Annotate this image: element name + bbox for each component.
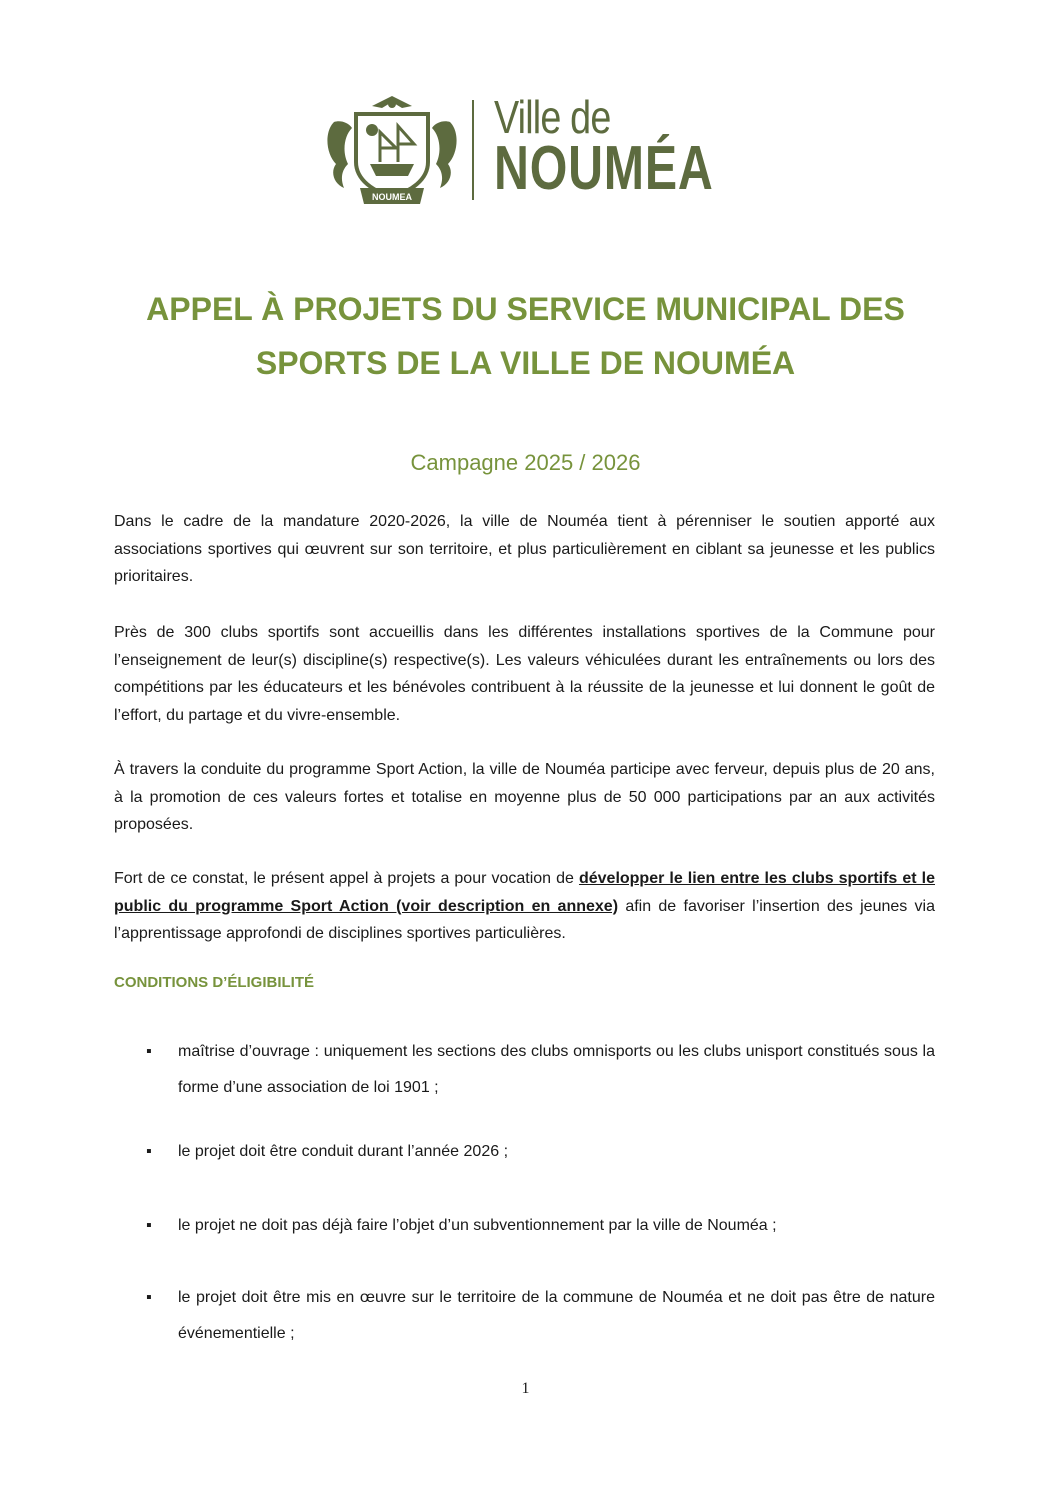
bullet-mark: ▪ (146, 1289, 152, 1306)
eligibility-item (146, 1280, 935, 1352)
eligibility-heading: CONDITIONS D’ÉLIGIBILITÉ (114, 974, 315, 991)
document-title (60, 282, 991, 390)
bullet-mark: ▪ (146, 1217, 152, 1234)
purpose-text-start: Fort de ce constat, le présent appel à projets a pour vocation de (114, 870, 579, 887)
logo-line-noumea: NOUMÉA (494, 134, 714, 203)
bullet-mark: ▪ (146, 1043, 152, 1060)
logo-divider (472, 100, 474, 200)
coat-of-arms-icon (322, 92, 462, 212)
title-line-1: APPEL À PROJETS DU SERVICE MUNICIPAL DES (146, 291, 905, 327)
sport-action-paragraph: À travers la conduite du programme Sport Action, la ville de Nouméa participe avec ferveur, depuis plus de 20 ans, à la promotion de ces valeurs fortes et totalise en moyenne plus de 50 000 participations par an aux activités proposées. (114, 761, 935, 833)
page-number: 1 (521, 1380, 530, 1397)
eligibility-item (146, 1034, 935, 1106)
seal-text: NOUMEA (372, 192, 412, 202)
eligibility-item (146, 1208, 935, 1244)
eligibility-item-text: le projet doit être conduit durant l’année 2026 ; (178, 1143, 509, 1160)
eligibility-item (146, 1134, 935, 1170)
title-line-2: SPORTS DE LA VILLE DE NOUMÉA (255, 345, 796, 381)
purpose-emphasis: développer le lien entre les clubs sportifs et le public du programme Sport Action (voir description en annexe) (114, 870, 935, 915)
city-logo (322, 92, 732, 212)
intro-paragraph: Dans le cadre de la mandature 2020-2026, la ville de Nouméa tient à pérenniser le soutien apporté aux associations sportives qui œuvrent sur son territoire, et plus particulièrement en ciblant sa jeunesse et les publics prioritaires. (114, 513, 935, 585)
logo-line-ville: Ville de (494, 91, 611, 143)
eligibility-item-text: le projet ne doit pas déjà faire l’objet d’un subventionnement par la ville de Nouméa ; (178, 1217, 777, 1234)
purpose-paragraph (114, 865, 935, 948)
eligibility-item-text: le projet doit être mis en œuvre sur le territoire de la commune de Nouméa et ne doit pas être de nature événementielle ; (178, 1289, 935, 1342)
bullet-mark: ▪ (146, 1143, 152, 1160)
campaign-subtitle: Campagne 2025 / 2026 (410, 450, 641, 475)
eligibility-item-text: maîtrise d’ouvrage : uniquement les sections des clubs omnisports ou les clubs unisport constitués sous la forme d’une association de loi 1901 ; (178, 1043, 935, 1096)
purpose-text-end: afin de favoriser l’insertion des jeunes via l’apprentissage approfondi de disciplines sportives particulières. (114, 897, 936, 942)
clubs-paragraph: Près de 300 clubs sportifs sont accueillis dans les différentes installations sportives de la Commune pour l’enseignement de leur(s) discipline(s) respective(s). Les valeurs véhiculées durant les entraînements ou lors des compétitions par les éducateurs et les bénévoles contribuent à la réussite de la jeunesse et lui donnent le goût de l’effort, du partage et du vivre-ensemble. (114, 624, 935, 724)
